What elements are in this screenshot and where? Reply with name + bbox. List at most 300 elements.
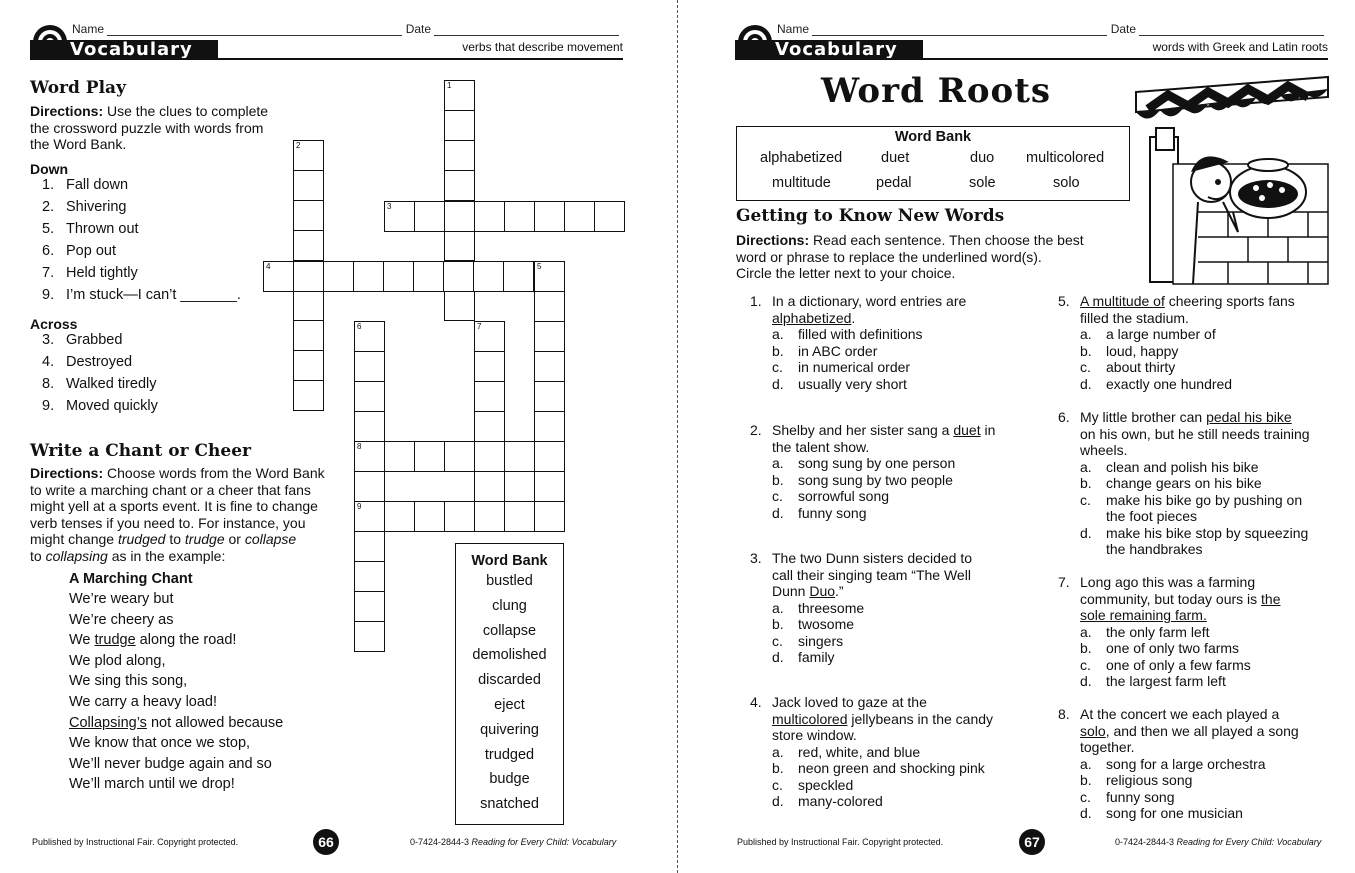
question-text xyxy=(772,550,1030,600)
clue-text: Destroyed xyxy=(66,353,133,370)
crossword-clue-number: 9 xyxy=(357,502,362,511)
answer-option[interactable] xyxy=(772,505,1030,522)
question-number: 8. xyxy=(1058,706,1070,722)
underlined-word: duet xyxy=(953,422,981,438)
option-letter: d. xyxy=(1080,375,1092,392)
answer-option[interactable] xyxy=(1080,805,1338,822)
chant-line: We’ll march until we drop! xyxy=(69,776,235,793)
page-number: 66 xyxy=(313,829,339,855)
question-line: community, but today ours is xyxy=(1080,590,1262,607)
question-line: The two Dunn sisters decided to xyxy=(772,550,972,566)
directions-text: word or phrase to replace the underlined word(s). xyxy=(736,248,1042,265)
question-line: Long ago this was a farming xyxy=(1080,574,1256,590)
crossword-cell[interactable] xyxy=(474,471,505,502)
clue-number: 9. xyxy=(42,397,55,414)
crossword-cell[interactable] xyxy=(534,261,565,292)
question-line: Jack loved to gaze at the xyxy=(772,694,927,710)
underlined-word: sole remaining farm. xyxy=(1080,607,1207,623)
word-bank-word: pedal xyxy=(876,175,912,191)
question-line: store window. xyxy=(772,727,857,743)
crossword-cell[interactable] xyxy=(534,201,565,232)
crossword-cell[interactable] xyxy=(414,201,445,232)
crossword-cell[interactable] xyxy=(443,261,474,292)
clue-text: I’m stuck—I can’t _______. xyxy=(66,286,241,303)
underlined-word: pedal his bike xyxy=(1206,409,1292,425)
example-word: trudged xyxy=(117,531,166,547)
clue-across xyxy=(30,332,295,354)
question-8 xyxy=(1058,706,1338,822)
question-line: wheels. xyxy=(1080,442,1128,458)
clue-text: Held tightly xyxy=(66,264,138,281)
answer-option[interactable] xyxy=(772,744,1030,761)
option-letter: c. xyxy=(772,632,783,649)
option-text: threesome xyxy=(798,599,865,616)
clue-down xyxy=(30,265,295,287)
word-play-directions xyxy=(30,103,295,153)
option-text: sorrowful song xyxy=(798,488,890,504)
crossword-cell[interactable] xyxy=(413,261,444,292)
crossword-cell[interactable] xyxy=(444,501,475,532)
clue-text: Fall down xyxy=(66,176,129,193)
name-date-row xyxy=(72,22,619,36)
clue-number: 6. xyxy=(42,242,55,259)
option-text: the foot pieces xyxy=(1106,508,1198,524)
crossword-cell[interactable] xyxy=(414,501,445,532)
answer-option[interactable] xyxy=(1080,459,1338,476)
crossword-cell[interactable] xyxy=(534,381,565,412)
date-label: Date xyxy=(1110,22,1137,36)
clue-across xyxy=(30,398,295,420)
question-line: filled the stadium. xyxy=(1080,309,1189,326)
name-line[interactable] xyxy=(107,24,402,36)
crossword-cell[interactable] xyxy=(384,501,415,532)
option-text: speckled xyxy=(798,776,854,793)
footer-isbn xyxy=(410,837,616,847)
option-letter: d. xyxy=(1080,524,1092,541)
crossword-cell[interactable] xyxy=(353,261,384,292)
option-text: in numerical order xyxy=(798,359,911,375)
chant-title: A Marching Chant xyxy=(69,571,193,587)
answer-option[interactable] xyxy=(772,359,1030,376)
option-letter: b. xyxy=(1080,342,1092,359)
option-letter: b. xyxy=(1080,640,1092,656)
header-rule xyxy=(735,58,1328,60)
clue-text: Moved quickly xyxy=(66,397,158,414)
clue-text: Grabbed xyxy=(66,331,123,348)
directions-text: to write a marching chant or a cheer that fans xyxy=(30,481,311,498)
option-letter: b. xyxy=(772,760,784,776)
crossword-clue-number: 6 xyxy=(357,322,362,331)
crossword-cell[interactable] xyxy=(444,230,475,261)
crossword-cell[interactable] xyxy=(473,261,504,292)
answer-option[interactable] xyxy=(772,376,1030,393)
chant-text: not allowed because xyxy=(146,714,284,731)
underlined-word: Duo xyxy=(809,583,836,599)
directions-text: the Word Bank. xyxy=(30,136,127,152)
word-bank-word: alphabetized xyxy=(760,150,843,166)
crossword-cell[interactable] xyxy=(354,351,385,382)
question-5 xyxy=(1058,293,1338,392)
crossword-cell[interactable] xyxy=(534,411,565,442)
question-number: 1. xyxy=(750,293,762,309)
question-line: call their singing team “The Well xyxy=(772,566,971,583)
option-letter: c. xyxy=(772,776,783,793)
word-bank-word: clung xyxy=(492,597,527,614)
crossword-cell[interactable] xyxy=(293,350,324,381)
crossword-cell[interactable] xyxy=(474,411,505,442)
option-letter: a. xyxy=(772,599,784,616)
clue-number: 9. xyxy=(42,286,55,303)
option-letter: d. xyxy=(772,649,784,665)
crossword-cell[interactable] xyxy=(293,200,324,231)
option-text: in ABC order xyxy=(798,342,878,359)
example-word: collapsing xyxy=(45,547,108,564)
question-line: . xyxy=(851,309,856,326)
question-text xyxy=(1080,574,1338,624)
directions-text: the crossword puzzle with words from xyxy=(30,119,264,136)
option-letter: c. xyxy=(1080,359,1091,375)
question-text xyxy=(772,293,1030,326)
option-text: song sung by one person xyxy=(798,455,956,471)
word-bank-title: Word Bank xyxy=(894,129,972,145)
crossword-cell[interactable] xyxy=(534,321,565,352)
crossword-cell[interactable] xyxy=(293,170,324,201)
crossword-cell[interactable] xyxy=(444,441,475,472)
clue-number: 7. xyxy=(42,264,55,281)
option-letter: a. xyxy=(1080,623,1092,640)
example-word: collapse xyxy=(244,531,297,547)
answer-option[interactable] xyxy=(1080,359,1338,376)
question-number: 2. xyxy=(750,422,762,438)
crossword-cell[interactable] xyxy=(354,411,385,442)
crossword-cell[interactable] xyxy=(564,201,595,232)
crossword-cell[interactable] xyxy=(474,441,505,472)
option-text: usually very short xyxy=(798,375,907,392)
name-line[interactable] xyxy=(812,24,1107,36)
section-directions xyxy=(736,232,1126,282)
word-bank-word: trudged xyxy=(484,746,535,763)
option-text: one of only two farms xyxy=(1106,640,1240,656)
chant-line: We’ll never budge again and so xyxy=(69,755,272,772)
option-text: religious song xyxy=(1106,772,1193,788)
answer-option[interactable] xyxy=(1080,475,1338,492)
across-clues-list xyxy=(30,332,295,420)
book-title: Reading for Every Child: Vocabulary xyxy=(471,837,617,847)
vocabulary-banner: Vocabulary xyxy=(735,40,923,59)
crossword-cell[interactable] xyxy=(444,170,475,201)
word-bank-word: duet xyxy=(881,150,910,166)
word-bank-word: sole xyxy=(969,175,996,191)
answer-option[interactable] xyxy=(772,600,1030,617)
crossword-cell[interactable] xyxy=(444,140,475,171)
question-text xyxy=(1080,409,1338,459)
question-7 xyxy=(1058,574,1338,690)
crossword-cell[interactable] xyxy=(503,261,534,292)
question-line: in xyxy=(980,422,996,438)
chant-lines xyxy=(69,591,360,797)
directions-text: as in the example: xyxy=(107,547,226,564)
vocabulary-banner: Vocabulary xyxy=(30,40,218,59)
answer-option[interactable] xyxy=(772,649,1030,666)
footer-publisher: Published by Instructional Fair. Copyright protected. xyxy=(737,837,944,847)
answer-option[interactable] xyxy=(1080,376,1338,393)
crossword-cell[interactable] xyxy=(384,441,415,472)
question-line: together. xyxy=(1080,739,1135,755)
question-line: on his own, but he still needs training xyxy=(1080,425,1310,442)
down-clues-list xyxy=(30,177,295,309)
answer-option[interactable] xyxy=(1080,789,1338,806)
question-line: cheering sports fans xyxy=(1164,293,1295,309)
answer-option[interactable] xyxy=(772,777,1030,794)
directions-text: might change xyxy=(30,531,118,547)
underlined-word: solo xyxy=(1080,722,1106,739)
answer-option[interactable] xyxy=(1080,640,1338,657)
crossword-cell[interactable] xyxy=(444,290,475,321)
answer-option[interactable] xyxy=(772,455,1030,472)
option-text: filled with definitions xyxy=(798,326,923,342)
directions-text: to xyxy=(165,531,185,547)
option-letter: a. xyxy=(772,455,784,471)
option-text: loud, happy xyxy=(1106,342,1179,359)
option-letter: a. xyxy=(1080,326,1092,342)
crossword-cell[interactable] xyxy=(474,201,505,232)
crossword-clue-number: 5 xyxy=(537,262,542,271)
option-letter: b. xyxy=(1080,772,1092,788)
option-text: many-colored xyxy=(798,793,883,809)
crossword-cell[interactable] xyxy=(504,501,535,532)
option-text: one of only a few farms xyxy=(1106,656,1251,673)
worksheet-page-67 xyxy=(678,0,1355,873)
option-text: funny song xyxy=(798,504,867,521)
option-letter: b. xyxy=(772,342,784,359)
answer-option[interactable] xyxy=(772,760,1030,777)
crossword-cell[interactable] xyxy=(444,201,475,232)
option-text: make his bike go by pushing on xyxy=(1106,491,1303,508)
crossword-cell[interactable] xyxy=(474,501,505,532)
word-bank-word: duo xyxy=(970,150,995,166)
crossword-cell[interactable] xyxy=(293,261,324,292)
underlined-word: alphabetized xyxy=(772,309,852,326)
crossword-cell[interactable] xyxy=(293,380,324,411)
crossword-clue-number: 1 xyxy=(447,81,452,90)
word-bank-word: snatched xyxy=(480,796,539,813)
crossword-cell[interactable] xyxy=(354,381,385,412)
clue-number: 3. xyxy=(42,331,55,348)
crossword-cell[interactable] xyxy=(534,501,565,532)
answer-option[interactable] xyxy=(1080,657,1338,674)
name-label: Name xyxy=(72,22,105,36)
word-bank-word: collapse xyxy=(482,622,537,639)
directions-text: to xyxy=(30,547,46,564)
option-text: funny song xyxy=(1106,788,1175,805)
word-bank-word: demolished xyxy=(472,647,547,664)
chant-line: We know that once we stop, xyxy=(69,735,251,752)
option-text: singers xyxy=(798,632,844,649)
page-title: Word Roots xyxy=(821,71,1052,111)
crossword-cell[interactable] xyxy=(263,261,294,292)
option-letter: d. xyxy=(1080,673,1092,689)
underlined-word: the xyxy=(1261,590,1281,607)
word-bank-word: budge xyxy=(489,771,530,788)
directions-text: Choose words from the Word Bank xyxy=(103,465,325,481)
word-bank-word: eject xyxy=(494,696,525,713)
isbn: 0-7424-2844-3 xyxy=(1115,837,1177,847)
crossword-cell[interactable] xyxy=(474,381,505,412)
option-letter: b. xyxy=(772,616,784,632)
answer-option[interactable] xyxy=(772,472,1030,489)
word-bank-list xyxy=(456,569,563,817)
directions-text: might yell at a sports event. It is fine to change xyxy=(30,498,318,514)
answer-option[interactable] xyxy=(1080,624,1338,641)
option-text: twosome xyxy=(798,616,855,632)
directions-label: Directions: xyxy=(736,232,810,248)
crossword-cell[interactable] xyxy=(594,201,625,232)
crossword-cell[interactable] xyxy=(534,351,565,382)
page-number: 67 xyxy=(1019,829,1045,855)
option-letter: a. xyxy=(772,326,784,342)
option-text: red, white, and blue xyxy=(798,743,921,760)
crossword-cell[interactable] xyxy=(504,441,535,472)
crossword-cell[interactable] xyxy=(474,351,505,382)
question-line: In a dictionary, word entries are xyxy=(772,293,967,309)
question-line: My little brother can xyxy=(1080,409,1207,425)
crossword-cell[interactable] xyxy=(293,140,324,171)
example-word: trudge xyxy=(184,531,225,547)
question-number: 5. xyxy=(1058,293,1070,309)
answer-option[interactable] xyxy=(1080,772,1338,789)
clue-number: 1. xyxy=(42,176,55,193)
crossword-cell[interactable] xyxy=(293,290,324,321)
option-letter: a. xyxy=(772,743,784,760)
answer-option[interactable] xyxy=(772,633,1030,650)
crossword-cell[interactable] xyxy=(293,230,324,261)
directions-text: Circle the letter next to your choice. xyxy=(736,265,956,281)
answer-option[interactable] xyxy=(772,488,1030,505)
crossword-cell[interactable] xyxy=(504,201,535,232)
question-1 xyxy=(750,293,1030,392)
crossword-cell[interactable] xyxy=(323,261,354,292)
option-text: exactly one hundred xyxy=(1106,375,1233,392)
option-text: song sung by two people xyxy=(798,471,953,488)
getting-to-know-title: Getting to Know New Words xyxy=(736,206,1005,226)
crossword-cell[interactable] xyxy=(384,201,415,232)
question-text xyxy=(1080,706,1338,756)
directions-text: verb tenses if you need to. For instance, you xyxy=(30,514,306,531)
word-bank-box xyxy=(455,543,564,825)
option-text: song for a large orchestra xyxy=(1106,755,1266,772)
crossword-cell[interactable] xyxy=(383,261,414,292)
underlined-word: A multitude of xyxy=(1080,293,1165,309)
crossword-cell[interactable] xyxy=(534,291,565,322)
crossword-cell[interactable] xyxy=(444,110,475,141)
shopkeeper-illustration-icon xyxy=(1128,72,1332,287)
section-title xyxy=(736,206,1004,226)
option-text: neon green and shocking pink xyxy=(798,760,985,776)
directions-label: Directions: xyxy=(30,465,104,481)
crossword-cell[interactable] xyxy=(534,471,565,502)
word-bank-box xyxy=(736,126,1130,201)
footer-isbn xyxy=(1115,837,1321,847)
chant-underlined-word: Collapsing’s xyxy=(69,714,147,731)
chant-section-title: Write a Chant or Cheer xyxy=(30,441,251,461)
answer-option[interactable] xyxy=(772,793,1030,810)
clue-text: Pop out xyxy=(66,242,116,259)
word-bank-word: solo xyxy=(1053,175,1080,191)
option-text: the handbrakes xyxy=(1106,541,1203,557)
answer-option[interactable] xyxy=(1080,492,1338,525)
word-bank-word: discarded xyxy=(478,672,541,689)
word-bank-word: quivering xyxy=(480,721,539,738)
answer-option[interactable] xyxy=(772,343,1030,360)
answer-option[interactable] xyxy=(1080,525,1338,558)
clue-number: 8. xyxy=(42,375,55,392)
question-number: 7. xyxy=(1058,574,1070,590)
answer-option[interactable] xyxy=(772,616,1030,633)
crossword-cell[interactable] xyxy=(354,321,385,352)
isbn: 0-7424-2844-3 xyxy=(410,837,472,847)
question-text xyxy=(1080,293,1338,326)
option-letter: d. xyxy=(772,504,784,521)
option-text: family xyxy=(798,649,835,665)
clue-down xyxy=(30,243,295,265)
question-2 xyxy=(750,422,1030,521)
footer-publisher: Published by Instructional Fair. Copyright protected. xyxy=(32,837,239,847)
answer-option[interactable] xyxy=(772,326,1030,343)
page-subtitle: verbs that describe movement xyxy=(462,40,623,54)
crossword-cell[interactable] xyxy=(293,320,324,351)
date-line[interactable] xyxy=(434,24,619,36)
directions-label: Directions: xyxy=(30,103,104,119)
directions-text: Read each sentence. Then choose the best xyxy=(809,232,1084,248)
answer-option[interactable] xyxy=(1080,756,1338,773)
crossword-cell[interactable] xyxy=(474,321,505,352)
directions-text: or xyxy=(224,531,245,547)
option-letter: b. xyxy=(1080,475,1092,491)
option-text: make his bike stop by squeezing xyxy=(1106,524,1309,541)
crossword-cell[interactable] xyxy=(414,441,445,472)
crossword-cell[interactable] xyxy=(444,80,475,111)
answer-option[interactable] xyxy=(1080,343,1338,360)
crossword-cell[interactable] xyxy=(534,441,565,472)
clue-down xyxy=(30,177,295,199)
answer-option[interactable] xyxy=(1080,673,1338,690)
answer-option[interactable] xyxy=(1080,326,1338,343)
option-text: song for one musician xyxy=(1106,805,1243,821)
question-number: 3. xyxy=(750,550,762,566)
clue-number: 2. xyxy=(42,198,55,215)
clue-text: Walked tiredly xyxy=(66,375,157,392)
chant-line: We’re cheery as xyxy=(69,611,174,628)
option-text: clean and polish his bike xyxy=(1106,458,1259,475)
question-line: Dunn xyxy=(772,583,810,599)
word-bank-word: multicolored xyxy=(1026,150,1105,166)
option-text: about thirty xyxy=(1106,359,1176,375)
question-text xyxy=(772,422,1030,455)
option-letter: a. xyxy=(1080,755,1092,772)
option-text: the largest farm left xyxy=(1106,673,1226,689)
clue-down xyxy=(30,287,295,309)
clue-number: 4. xyxy=(42,353,55,370)
chant-line: We sing this song, xyxy=(69,673,188,690)
book-title: Reading for Every Child: Vocabulary xyxy=(1176,837,1322,847)
option-letter: c. xyxy=(1080,491,1091,508)
option-text: the only farm left xyxy=(1106,623,1210,640)
date-line[interactable] xyxy=(1139,24,1324,36)
chant-underlined-word: trudge xyxy=(94,632,136,649)
option-text: a large number of xyxy=(1106,326,1216,342)
crossword-clue-number: 7 xyxy=(477,322,482,331)
chant-line: We plod along, xyxy=(69,652,166,669)
